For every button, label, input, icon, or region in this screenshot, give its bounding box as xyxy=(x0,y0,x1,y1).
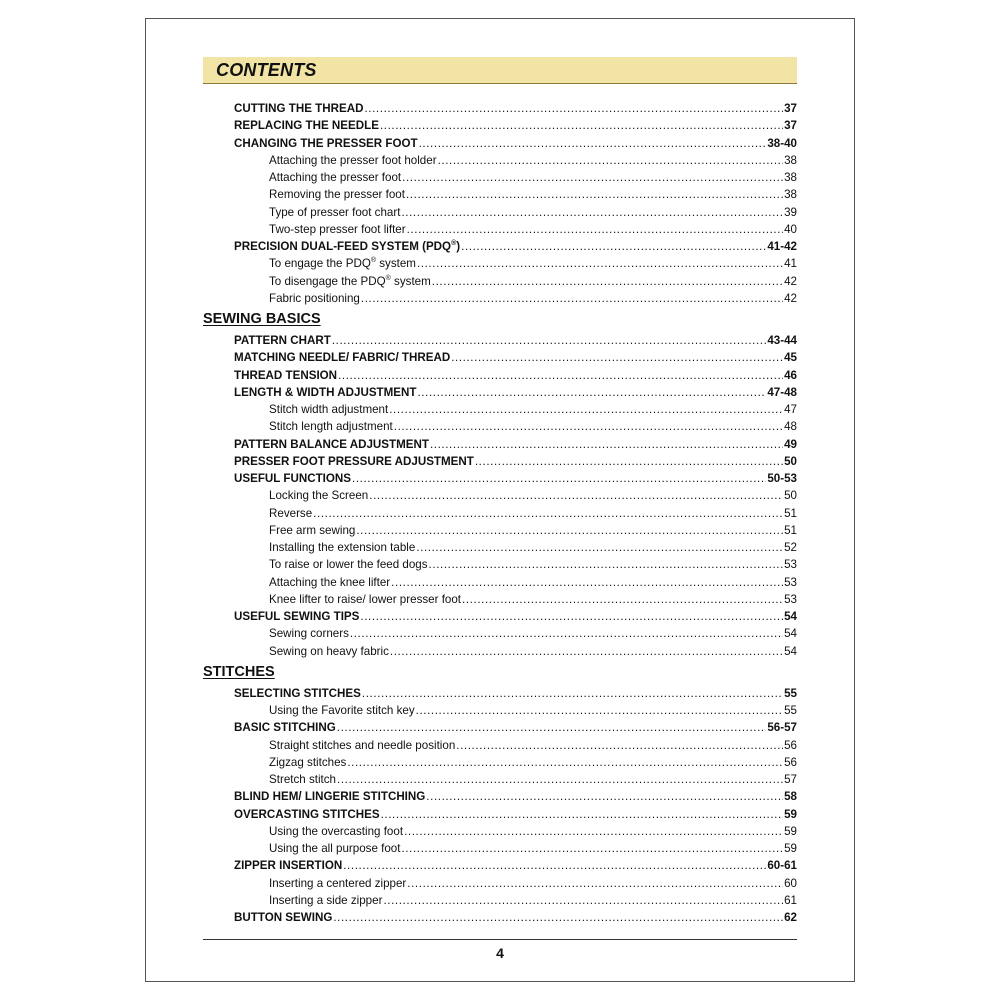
toc-entry-label xyxy=(234,686,361,702)
toc-entry-text: Knee lifter to raise/ lower presser foot xyxy=(269,592,462,606)
toc-page-number: 39 xyxy=(784,205,797,219)
toc-entry-text: OVERCASTING STITCHES xyxy=(234,807,380,821)
toc-page-number: 48 xyxy=(784,420,797,434)
toc-entry[interactable] xyxy=(234,720,797,736)
toc-entry-label xyxy=(269,592,461,608)
toc-entry[interactable] xyxy=(234,118,797,134)
toc-subentry[interactable] xyxy=(269,703,797,719)
toc-page-number: 47 xyxy=(784,403,797,416)
toc-entry[interactable] xyxy=(234,686,797,702)
dot-leader xyxy=(383,893,783,909)
dot-leader xyxy=(369,488,783,504)
toc-page-number: 52 xyxy=(784,541,797,554)
toc-page-number: 41 xyxy=(784,257,797,271)
toc-subentry[interactable] xyxy=(269,772,797,788)
dot-leader xyxy=(394,419,783,435)
dot-leader xyxy=(401,841,783,857)
toc-entry[interactable] xyxy=(234,385,797,401)
toc-entry-label xyxy=(234,333,331,349)
toc-entry-label xyxy=(234,789,425,805)
toc-page-number: 47-48 xyxy=(767,385,797,399)
toc-entry-text: REPLACING THE NEEDLE xyxy=(234,119,379,133)
toc-entry-label xyxy=(269,256,416,272)
toc-subentry[interactable] xyxy=(269,738,797,754)
toc-entry-label xyxy=(269,824,403,840)
toc-entry-label xyxy=(234,609,359,625)
toc-entry-label xyxy=(234,385,416,401)
toc-page-number: 59 xyxy=(784,807,797,821)
toc-subentry[interactable] xyxy=(269,876,797,892)
toc-entry[interactable] xyxy=(234,350,797,366)
toc-page-number: 37 xyxy=(784,102,797,115)
toc-entry-text: Sewing on heavy fabric xyxy=(269,644,389,658)
dot-leader xyxy=(390,644,783,660)
toc-entry-label xyxy=(269,506,312,522)
toc-entry-label xyxy=(269,738,455,754)
toc-entry-label xyxy=(269,291,360,307)
toc-entry-text: Inserting a side zipper xyxy=(269,893,383,907)
footer-divider xyxy=(203,939,797,940)
toc-entry-label xyxy=(269,402,388,418)
section-heading: STITCHES xyxy=(203,663,275,680)
toc-entry-text: Sewing corners xyxy=(269,627,349,641)
toc-entry-text: Installing the extension table xyxy=(269,541,416,554)
toc-entry[interactable] xyxy=(234,333,797,349)
toc-entry-label xyxy=(269,170,401,186)
toc-entry-text-suffix: system xyxy=(376,257,416,271)
toc-entry-label xyxy=(234,118,379,134)
toc-entry-text: Locking the Screen xyxy=(269,489,369,503)
toc-entry-text: Attaching the presser foot holder xyxy=(269,153,437,167)
dot-leader xyxy=(381,807,784,823)
toc-page-number: 49 xyxy=(784,437,797,451)
toc-entry-text: Reverse xyxy=(269,506,313,520)
toc-entry-text: To engage the PDQ xyxy=(269,257,371,271)
toc-entry-text: MATCHING NEEDLE/ FABRIC/ THREAD xyxy=(234,351,451,365)
toc-page-number: 38 xyxy=(784,188,797,202)
toc-page-number: 56 xyxy=(784,738,797,752)
toc-entry-text: PRECISION DUAL-FEED SYSTEM (PDQ xyxy=(234,240,452,253)
toc-entry-label xyxy=(234,350,450,366)
toc-page-number: 51 xyxy=(784,506,797,520)
toc-entry-label xyxy=(234,101,363,117)
toc-entry-text: ZIPPER INSERTION xyxy=(234,859,343,873)
toc-entry-text: Using the overcasting foot xyxy=(269,824,404,838)
toc-subentry[interactable] xyxy=(269,755,797,771)
toc-page-number: 38-40 xyxy=(767,136,797,150)
toc-subentry[interactable] xyxy=(269,402,797,418)
page-number: 4 xyxy=(496,945,504,961)
toc-page-number: 58 xyxy=(784,790,797,804)
toc-page-number: 50 xyxy=(784,489,797,503)
toc-page-number: 43-44 xyxy=(767,334,797,347)
toc-page-number: 60 xyxy=(784,876,797,890)
dot-leader xyxy=(456,738,783,754)
dot-leader xyxy=(401,205,783,221)
dot-leader xyxy=(364,101,783,117)
dot-leader xyxy=(429,557,784,573)
toc-entry-text: BLIND HEM/ LINGERIE STITCHING xyxy=(234,790,426,804)
dot-leader xyxy=(426,789,783,805)
toc-subentry[interactable] xyxy=(269,256,797,272)
dot-leader xyxy=(432,274,783,290)
toc-entry-label xyxy=(234,437,429,453)
toc-entry-label xyxy=(269,626,349,642)
toc-entry-text: Attaching the presser foot xyxy=(269,171,402,184)
dot-leader xyxy=(402,170,783,186)
toc-entry-text: Using the Favorite stitch key xyxy=(269,704,415,717)
dot-leader xyxy=(337,720,767,736)
toc-page-number: 59 xyxy=(784,824,797,838)
toc-subentry[interactable] xyxy=(269,419,797,435)
toc-subentry[interactable] xyxy=(269,592,797,608)
toc-entry-label xyxy=(269,205,400,221)
toc-subentry[interactable] xyxy=(269,153,797,169)
toc-subentry[interactable] xyxy=(269,291,797,307)
toc-subentry[interactable] xyxy=(269,626,797,642)
toc-entry-text: LENGTH & WIDTH ADJUSTMENT xyxy=(234,385,417,399)
toc-entry-text: USEFUL FUNCTIONS xyxy=(234,472,352,485)
toc-page-number: 38 xyxy=(784,171,797,184)
dot-leader xyxy=(362,686,783,702)
dot-leader xyxy=(419,136,767,152)
toc-page-number: 54 xyxy=(784,644,797,658)
dot-leader xyxy=(416,703,783,719)
toc-subentry[interactable] xyxy=(269,187,797,203)
toc-entry-text: Fabric positioning xyxy=(269,291,360,305)
toc-subentry[interactable] xyxy=(269,205,797,221)
toc-page-number: 42 xyxy=(784,291,797,305)
toc-entry-text: Attaching the knee lifter xyxy=(269,575,391,589)
toc-entry-label xyxy=(234,910,332,926)
toc-page-number: 57 xyxy=(784,773,797,786)
toc-entry-label xyxy=(269,557,428,573)
toc-page-number: 61 xyxy=(784,893,797,907)
toc-entry-text: To raise or lower the feed dogs xyxy=(269,558,428,572)
toc-entry[interactable] xyxy=(234,789,797,805)
toc-entry-text: To disengage the PDQ xyxy=(269,274,386,288)
toc-entry-text: Two-step presser foot lifter xyxy=(269,222,406,236)
toc-subentry[interactable] xyxy=(269,644,797,660)
toc-subentry[interactable] xyxy=(269,523,797,539)
toc-entry-text: Inserting a centered zipper xyxy=(269,876,407,890)
toc-entry-text: Removing the presser foot xyxy=(269,188,405,202)
toc-entry-label xyxy=(269,419,393,435)
dot-leader xyxy=(406,187,783,203)
toc-subentry[interactable] xyxy=(269,824,797,840)
toc-page-number: 45 xyxy=(784,351,797,365)
dot-leader xyxy=(391,575,783,591)
toc-entry[interactable] xyxy=(234,807,797,823)
dot-leader xyxy=(337,772,783,788)
toc-entry-label xyxy=(269,644,389,660)
toc-entry-text: SELECTING STITCHES xyxy=(234,686,361,700)
toc-entry-label xyxy=(269,772,336,788)
toc-page-number: 62 xyxy=(784,911,797,924)
toc-entry-label xyxy=(269,755,346,771)
toc-page-number: 54 xyxy=(784,627,797,641)
toc-entry[interactable] xyxy=(234,910,797,926)
toc-entry-label xyxy=(269,222,406,238)
registered-mark: ® xyxy=(370,257,377,265)
toc-entry[interactable] xyxy=(234,136,797,152)
toc-entry-text: THREAD TENSION xyxy=(234,368,338,382)
toc-subentry[interactable] xyxy=(269,274,797,290)
toc-entry-label xyxy=(269,488,368,504)
dot-leader xyxy=(350,626,783,642)
toc-page-number: 54 xyxy=(784,610,797,623)
toc-entry[interactable] xyxy=(234,454,797,470)
toc-entry[interactable] xyxy=(234,858,797,874)
toc-entry[interactable] xyxy=(234,609,797,625)
toc-entry-label xyxy=(234,368,337,384)
toc-entry[interactable] xyxy=(234,101,797,117)
toc-entry-label xyxy=(269,540,415,556)
dot-leader xyxy=(475,454,783,470)
dot-leader xyxy=(361,291,783,307)
toc-entry-label xyxy=(269,523,355,539)
toc-page-number: 53 xyxy=(784,575,797,589)
dot-leader xyxy=(451,350,783,366)
toc-page-number: 41-42 xyxy=(767,240,797,253)
dot-leader xyxy=(347,755,783,771)
dot-leader xyxy=(430,437,783,453)
dot-leader xyxy=(417,385,766,401)
toc-entry-label xyxy=(269,274,431,290)
toc-subentry[interactable] xyxy=(269,540,797,556)
dot-leader xyxy=(333,910,783,926)
toc-entry-label xyxy=(234,720,336,736)
toc-entry-text: Type of presser foot chart xyxy=(269,205,401,219)
dot-leader xyxy=(332,333,767,349)
toc-page-number: 56-57 xyxy=(767,721,797,735)
dot-leader xyxy=(352,471,766,487)
toc-subentry[interactable] xyxy=(269,575,797,591)
toc-entry-text: BASIC STITCHING xyxy=(234,721,336,735)
toc-page-number: 59 xyxy=(784,842,797,855)
toc-page-number: 46 xyxy=(784,368,797,382)
toc-page-number: 50-53 xyxy=(767,472,797,485)
toc-entry-label xyxy=(269,187,405,203)
toc-page-number: 42 xyxy=(784,274,797,288)
toc-entry-text: PATTERN BALANCE ADJUSTMENT xyxy=(234,437,429,451)
toc-entry-label xyxy=(234,807,380,823)
dot-leader xyxy=(438,153,784,169)
toc-entry-label xyxy=(234,136,418,152)
toc-subentry[interactable] xyxy=(269,506,797,522)
dot-leader xyxy=(462,592,783,608)
toc-entry-label xyxy=(269,841,400,857)
toc-entry[interactable] xyxy=(234,471,797,487)
toc-page-number: 60-61 xyxy=(767,859,797,873)
dot-leader xyxy=(343,858,766,874)
toc-entry-text: Stretch stitch xyxy=(269,773,337,786)
page-title: CONTENTS xyxy=(216,60,317,80)
dot-leader xyxy=(416,540,783,556)
toc-page-number: 37 xyxy=(784,119,797,133)
toc-page-number: 55 xyxy=(784,704,797,717)
dot-leader xyxy=(407,876,783,892)
toc-entry-text-suffix: ) xyxy=(456,240,461,253)
dot-leader xyxy=(407,222,783,238)
toc-entry-label xyxy=(234,239,460,255)
toc-entry-text: Zigzag stitches xyxy=(269,755,347,769)
toc-entry-label xyxy=(269,153,437,169)
toc-entry[interactable] xyxy=(234,368,797,384)
toc-subentry[interactable] xyxy=(269,170,797,186)
toc-entry-text: PATTERN CHART xyxy=(234,334,331,347)
toc-subentry[interactable] xyxy=(269,222,797,238)
toc-entry-label xyxy=(269,575,390,591)
toc-subentry[interactable] xyxy=(269,841,797,857)
dot-leader xyxy=(360,609,783,625)
dot-leader xyxy=(380,118,783,134)
toc-entry-text: BUTTON SEWING xyxy=(234,911,333,924)
toc-page-number: 53 xyxy=(784,592,797,606)
toc-subentry[interactable] xyxy=(269,893,797,909)
toc-page-number: 40 xyxy=(784,222,797,236)
toc-entry-text: CUTTING THE THREAD xyxy=(234,102,364,115)
toc-entry-text: CHANGING THE PRESSER FOOT xyxy=(234,136,418,150)
toc-entry[interactable] xyxy=(234,239,797,255)
toc-page-number: 56 xyxy=(784,755,797,769)
toc-entry-label xyxy=(234,454,474,470)
dot-leader xyxy=(417,256,783,272)
section-heading: SEWING BASICS xyxy=(203,311,321,327)
toc-entry-label xyxy=(234,471,351,487)
toc-entry-label xyxy=(269,876,406,892)
dot-leader xyxy=(338,368,783,384)
toc-entry-text: Stitch width adjustment xyxy=(269,403,389,416)
toc-page-number: 50 xyxy=(784,454,797,468)
toc-entry-label xyxy=(269,893,382,909)
toc-page-number: 51 xyxy=(784,523,797,537)
toc-page-number: 53 xyxy=(784,558,797,572)
dot-leader xyxy=(461,239,766,255)
toc-entry-text: Free arm sewing xyxy=(269,523,356,537)
toc-entry-text-suffix: system xyxy=(390,274,431,288)
toc-page-number: 55 xyxy=(784,686,797,700)
toc-entry-text: Using the all purpose foot xyxy=(269,842,401,855)
dot-leader xyxy=(404,824,783,840)
toc-subentry[interactable] xyxy=(269,557,797,573)
toc-page-number: 38 xyxy=(784,153,797,167)
toc-entry-label xyxy=(234,858,342,874)
toc-entry-text: USEFUL SEWING TIPS xyxy=(234,610,360,623)
registered-mark: ® xyxy=(385,274,391,282)
toc-entry-text: PRESSER FOOT PRESSURE ADJUSTMENT xyxy=(234,454,474,468)
toc-entry-text: Stitch length adjustment xyxy=(269,420,393,434)
dot-leader xyxy=(389,402,783,418)
toc-entry-text: Straight stitches and needle position xyxy=(269,738,456,752)
dot-leader xyxy=(356,523,783,539)
registered-mark: ® xyxy=(451,240,457,248)
toc-entry-label xyxy=(269,703,415,719)
dot-leader xyxy=(313,506,783,522)
toc-entry[interactable] xyxy=(234,437,797,453)
toc-subentry[interactable] xyxy=(269,488,797,504)
